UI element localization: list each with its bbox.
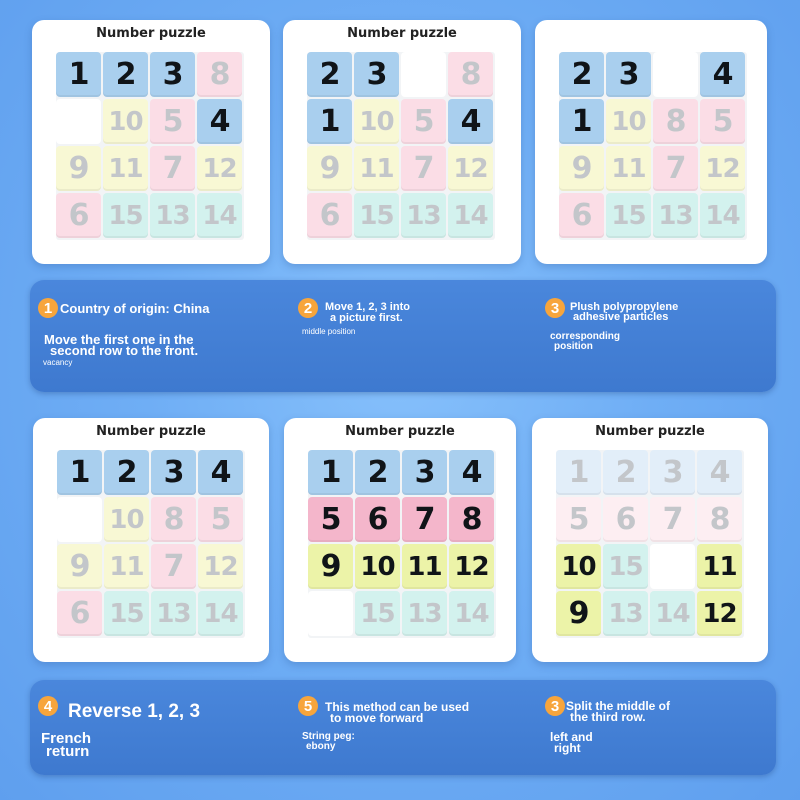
puzzle-tile: 12 xyxy=(448,146,493,191)
instruction-banner-bottom xyxy=(30,680,776,775)
puzzle-tile: 8 xyxy=(448,52,493,97)
puzzle-tile: 9 xyxy=(308,544,353,589)
puzzle-tile: 2 xyxy=(559,52,604,97)
step-badge-4: 4 xyxy=(38,696,58,716)
puzzle-tile: 2 xyxy=(104,450,149,495)
puzzle-tile: 11 xyxy=(606,146,651,191)
puzzle-tile: 1 xyxy=(308,450,353,495)
puzzle-tile: 12 xyxy=(197,146,242,191)
puzzle-card-1 xyxy=(32,20,270,264)
card-title: Number puzzle xyxy=(595,424,705,439)
puzzle-tile: 4 xyxy=(697,450,742,495)
puzzle-tile: 15 xyxy=(354,193,399,238)
step3-body-1: corresponding xyxy=(550,331,621,342)
puzzle-card-6 xyxy=(532,418,768,662)
puzzle-tile: 6 xyxy=(355,497,400,542)
puzzle-tile: 4 xyxy=(700,52,745,97)
puzzle-tile: 5 xyxy=(150,99,195,144)
puzzle-tile: 4 xyxy=(449,450,494,495)
puzzle-tile: 11 xyxy=(402,544,447,589)
instruction-banner-top xyxy=(30,280,776,392)
puzzle-tile: 11 xyxy=(354,146,399,191)
puzzle-tile: 14 xyxy=(650,591,695,636)
puzzle-tile: 13 xyxy=(402,591,447,636)
step5-body-2: ebony xyxy=(306,741,336,752)
puzzle-tile: 5 xyxy=(556,497,601,542)
puzzle-tile: 7 xyxy=(653,146,698,191)
puzzle-tile: 1 xyxy=(556,450,601,495)
puzzle-grid xyxy=(56,52,244,240)
puzzle-tile: 8 xyxy=(697,497,742,542)
puzzle-tile: 15 xyxy=(603,544,648,589)
puzzle-tile: 10 xyxy=(606,99,651,144)
puzzle-tile: 4 xyxy=(197,99,242,144)
puzzle-tile: 6 xyxy=(603,497,648,542)
step-badge-2: 2 xyxy=(298,298,318,318)
puzzle-card-4 xyxy=(33,418,269,662)
step6-title-2: the third row. xyxy=(570,710,646,724)
puzzle-tile: 13 xyxy=(603,591,648,636)
puzzle-tile: 1 xyxy=(56,52,101,97)
puzzle-tile: 6 xyxy=(307,193,352,238)
step6-body-2: right xyxy=(554,741,581,755)
puzzle-tile: 3 xyxy=(151,450,196,495)
puzzle-tile: 9 xyxy=(57,544,102,589)
puzzle-tile: 2 xyxy=(355,450,400,495)
puzzle-tile: 1 xyxy=(57,450,102,495)
puzzle-tile: 14 xyxy=(197,193,242,238)
empty-slot xyxy=(56,99,101,144)
empty-slot xyxy=(308,591,353,636)
puzzle-tile: 5 xyxy=(700,99,745,144)
puzzle-tile: 15 xyxy=(104,591,149,636)
card-title: Number puzzle xyxy=(345,424,455,439)
puzzle-tile: 1 xyxy=(559,99,604,144)
puzzle-tile: 2 xyxy=(103,52,148,97)
puzzle-tile: 12 xyxy=(697,591,742,636)
puzzle-tile: 15 xyxy=(355,591,400,636)
puzzle-tile: 14 xyxy=(449,591,494,636)
puzzle-tile: 13 xyxy=(401,193,446,238)
puzzle-tile: 3 xyxy=(354,52,399,97)
puzzle-tile: 2 xyxy=(603,450,648,495)
puzzle-grid xyxy=(559,52,747,240)
puzzle-tile: 3 xyxy=(606,52,651,97)
step4-body-2: return xyxy=(46,743,90,760)
step5-body-1: String peg: xyxy=(302,731,355,742)
step4-title: Reverse 1, 2, 3 xyxy=(68,701,201,722)
puzzle-card-2 xyxy=(283,20,521,264)
puzzle-tile: 10 xyxy=(104,497,149,542)
puzzle-tile: 9 xyxy=(307,146,352,191)
puzzle-tile: 3 xyxy=(402,450,447,495)
puzzle-tile: 8 xyxy=(151,497,196,542)
puzzle-tile: 13 xyxy=(150,193,195,238)
step3-title-2: adhesive particles xyxy=(573,311,669,323)
puzzle-tile: 8 xyxy=(197,52,242,97)
step2-title-1: Move 1, 2, 3 into xyxy=(325,301,410,313)
puzzle-tile: 13 xyxy=(653,193,698,238)
puzzle-tile: 12 xyxy=(449,544,494,589)
puzzle-tile: 5 xyxy=(401,99,446,144)
puzzle-tile: 7 xyxy=(401,146,446,191)
step1-title: Country of origin: China xyxy=(60,301,210,316)
step4-body-1: French xyxy=(41,730,92,747)
card-title: Number puzzle xyxy=(96,424,206,439)
puzzle-tile: 5 xyxy=(198,497,243,542)
puzzle-grid xyxy=(556,450,744,638)
puzzle-tile: 9 xyxy=(556,591,601,636)
step3-body-2: position xyxy=(554,341,593,352)
puzzle-tile: 2 xyxy=(307,52,352,97)
puzzle-card-5 xyxy=(284,418,516,662)
step1-note: vacancy xyxy=(43,358,73,367)
step6-body-1: left and xyxy=(550,730,593,744)
puzzle-tile: 11 xyxy=(697,544,742,589)
card-title: Number puzzle xyxy=(96,26,206,41)
puzzle-tile: 3 xyxy=(150,52,195,97)
puzzle-tile: 10 xyxy=(355,544,400,589)
puzzle-tile: 6 xyxy=(57,591,102,636)
puzzle-tile: 15 xyxy=(103,193,148,238)
puzzle-tile: 7 xyxy=(650,497,695,542)
puzzle-tile: 4 xyxy=(198,450,243,495)
puzzle-tile: 9 xyxy=(56,146,101,191)
puzzle-tile: 3 xyxy=(650,450,695,495)
puzzle-tile: 4 xyxy=(448,99,493,144)
puzzle-tile: 7 xyxy=(150,146,195,191)
step5-title-2: to move forward xyxy=(330,711,424,725)
puzzle-tile: 8 xyxy=(653,99,698,144)
puzzle-tile: 6 xyxy=(56,193,101,238)
step1-body-1: Move the first one in the xyxy=(44,332,194,347)
puzzle-tile: 10 xyxy=(354,99,399,144)
puzzle-tile: 5 xyxy=(308,497,353,542)
step3-title-1: Plush polypropylene xyxy=(570,301,679,313)
puzzle-tile: 14 xyxy=(198,591,243,636)
step-badge-5: 5 xyxy=(298,696,318,716)
puzzle-tile: 10 xyxy=(556,544,601,589)
puzzle-tile: 7 xyxy=(402,497,447,542)
puzzle-tile: 12 xyxy=(198,544,243,589)
puzzle-tile: 11 xyxy=(104,544,149,589)
puzzle-grid xyxy=(57,450,245,638)
puzzle-tile: 15 xyxy=(606,193,651,238)
puzzle-tile: 14 xyxy=(700,193,745,238)
empty-slot xyxy=(401,52,446,97)
empty-slot xyxy=(653,52,698,97)
puzzle-tile: 10 xyxy=(103,99,148,144)
puzzle-grid xyxy=(307,52,495,240)
puzzle-tile: 12 xyxy=(700,146,745,191)
step-badge-3: 3 xyxy=(545,298,565,318)
empty-slot xyxy=(650,544,695,589)
step-badge-6: 3 xyxy=(545,696,565,716)
empty-slot xyxy=(57,497,102,542)
puzzle-tile: 9 xyxy=(559,146,604,191)
puzzle-tile: 7 xyxy=(151,544,196,589)
puzzle-tile: 1 xyxy=(307,99,352,144)
step2-title-2: a picture first. xyxy=(330,312,403,324)
puzzle-tile: 8 xyxy=(449,497,494,542)
step6-title-1: Split the middle of xyxy=(566,699,670,713)
puzzle-grid xyxy=(308,450,496,638)
step1-body-2: second row to the front. xyxy=(50,343,199,358)
step2-note: middle position xyxy=(302,327,356,336)
step-badge-1: 1 xyxy=(38,298,58,318)
card-title: Number puzzle xyxy=(347,26,457,41)
puzzle-tile: 13 xyxy=(151,591,196,636)
puzzle-tile: 11 xyxy=(103,146,148,191)
puzzle-tile: 14 xyxy=(448,193,493,238)
step5-title-1: This method can be used xyxy=(325,700,470,714)
puzzle-tile: 6 xyxy=(559,193,604,238)
puzzle-card-3 xyxy=(535,20,767,264)
